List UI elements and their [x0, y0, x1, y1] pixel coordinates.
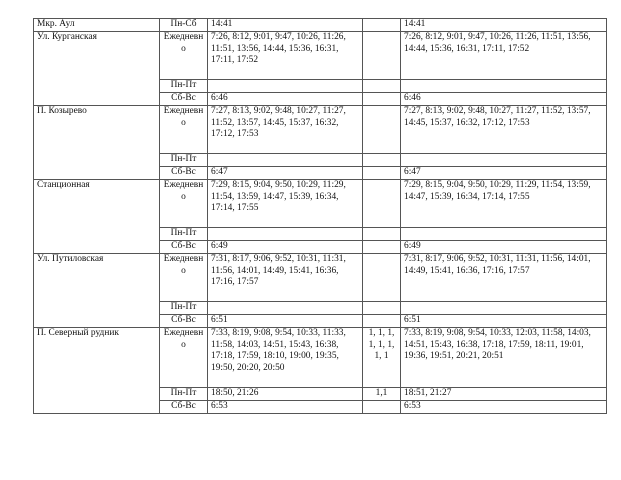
trip-note: [363, 315, 401, 328]
trip-note: [363, 154, 401, 167]
day-type: Сб-Вс: [160, 315, 208, 328]
departure-times-alt: [401, 228, 607, 241]
departure-times: 7:31, 8:17, 9:06, 9:52, 10:31, 11:31, 11:56, 14:01, 14:49, 15:41, 16:36, 17:16, 17:57: [208, 254, 363, 302]
trip-note: [363, 167, 401, 180]
day-type: Пн-Пт: [160, 302, 208, 315]
day-type: Пн-Сб: [160, 19, 208, 32]
departure-times: [208, 228, 363, 241]
trip-note: [363, 241, 401, 254]
table-row: [34, 19, 607, 32]
departure-times: 7:27, 8:13, 9:02, 9:48, 10:27, 11:27, 11:52, 13:57, 14:45, 15:37, 16:32, 17:12, 17:53: [208, 106, 363, 154]
trip-note: [363, 32, 401, 80]
departure-times: 7:29, 8:15, 9:04, 9:50, 10:29, 11:29, 11:54, 13:59, 14:47, 15:39, 16:34, 17:14, 17:55: [208, 180, 363, 228]
stop-name: Ул. Курганская: [34, 32, 160, 106]
departure-times-alt: 7:26, 8:12, 9:01, 9:47, 10:26, 11:26, 11:51, 13:56, 14:44, 15:36, 16:31, 17:11, 17:52: [401, 32, 607, 80]
table-row: [34, 328, 607, 388]
trip-note: [363, 302, 401, 315]
departure-times: 6:53: [208, 401, 363, 414]
departure-times: 18:50, 21:26: [208, 388, 363, 401]
departure-times: 7:26, 8:12, 9:01, 9:47, 10:26, 11:26, 11:51, 13:56, 14:44, 15:36, 16:31, 17:11, 17:52: [208, 32, 363, 80]
stop-name: Мкр. Аул: [34, 19, 160, 32]
departure-times-alt: [401, 302, 607, 315]
trip-note: [363, 80, 401, 93]
departure-times: 6:47: [208, 167, 363, 180]
trip-note: [363, 19, 401, 32]
departure-times-alt: 6:46: [401, 93, 607, 106]
stop-name: Ул. Путиловская: [34, 254, 160, 328]
trip-note: 1, 1, 1, 1, 1, 1, 1, 1: [363, 328, 401, 388]
departure-times-alt: 6:47: [401, 167, 607, 180]
day-type: Пн-Пт: [160, 154, 208, 167]
departure-times: [208, 302, 363, 315]
day-type: Ежедневно: [160, 106, 208, 154]
table-row: [34, 254, 607, 302]
day-type: Пн-Пт: [160, 80, 208, 93]
trip-note: [363, 106, 401, 154]
departure-times: 6:51: [208, 315, 363, 328]
departure-times-alt: [401, 80, 607, 93]
departure-times: 6:49: [208, 241, 363, 254]
day-type: Ежедневно: [160, 180, 208, 228]
day-type: Ежедневно: [160, 32, 208, 80]
stop-name: П. Козырево: [34, 106, 160, 180]
departure-times-alt: 7:27, 8:13, 9:02, 9:48, 10:27, 11:27, 11:52, 13:57, 14:45, 15:37, 16:32, 17:12, 17:53: [401, 106, 607, 154]
departure-times: [208, 154, 363, 167]
departure-times: [208, 80, 363, 93]
trip-note: [363, 254, 401, 302]
departure-times: 14:41: [208, 19, 363, 32]
departure-times: 6:46: [208, 93, 363, 106]
trip-note: 1,1: [363, 388, 401, 401]
departure-times-alt: 7:31, 8:17, 9:06, 9:52, 10:31, 11:31, 11:56, 14:01, 14:49, 15:41, 16:36, 17:16, 17:57: [401, 254, 607, 302]
day-type: Ежедневно: [160, 254, 208, 302]
day-type: Сб-Вс: [160, 93, 208, 106]
day-type: Пн-Пт: [160, 388, 208, 401]
trip-note: [363, 180, 401, 228]
departure-times-alt: 6:51: [401, 315, 607, 328]
departure-times-alt: 6:49: [401, 241, 607, 254]
departure-times-alt: 7:29, 8:15, 9:04, 9:50, 10:29, 11:29, 11:54, 13:59, 14:47, 15:39, 16:34, 17:14, 17:55: [401, 180, 607, 228]
timetable: [33, 18, 607, 414]
departure-times-alt: 6:53: [401, 401, 607, 414]
day-type: Сб-Вс: [160, 167, 208, 180]
day-type: Ежедневно: [160, 328, 208, 388]
table-row: [34, 106, 607, 154]
table-row: [34, 180, 607, 228]
departure-times-alt: 7:33, 8:19, 9:08, 9:54, 10:33, 12:03, 11:58, 14:03, 14:51, 15:43, 16:38, 17:18, 17:59, 18:11, 19:01, 19:36, 19:51, 20:21, 20:51: [401, 328, 607, 388]
stop-name: Станционная: [34, 180, 160, 254]
trip-note: [363, 401, 401, 414]
departure-times: 7:33, 8:19, 9:08, 9:54, 10:33, 11:33, 11:58, 14:03, 14:51, 15:43, 16:38, 17:18, 17:59, 18:10, 19:00, 19:35, 19:50, 20:20, 20:50: [208, 328, 363, 388]
departure-times-alt: 14:41: [401, 19, 607, 32]
day-type: Сб-Вс: [160, 401, 208, 414]
day-type: Пн-Пт: [160, 228, 208, 241]
table-row: [34, 32, 607, 80]
departure-times-alt: 18:51, 21:27: [401, 388, 607, 401]
departure-times-alt: [401, 154, 607, 167]
day-type: Сб-Вс: [160, 241, 208, 254]
trip-note: [363, 228, 401, 241]
trip-note: [363, 93, 401, 106]
stop-name: П. Северный рудник: [34, 328, 160, 414]
